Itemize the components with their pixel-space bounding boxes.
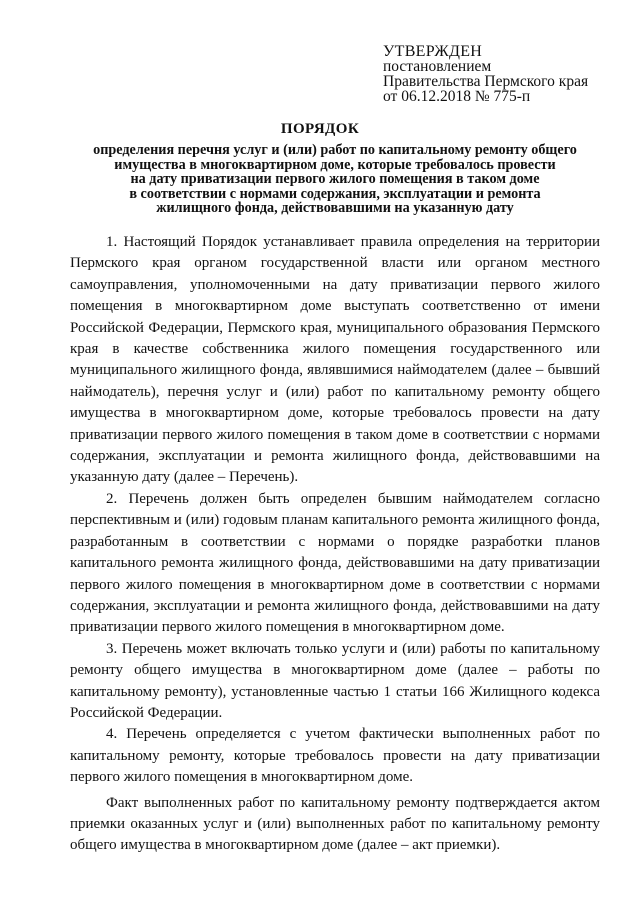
paragraph-5: Факт выполненных работ по капитальному ремонту подтверждается актом приемки оказанных услуг и (или) выполненных работ по капитальному ремонту общего имущества в многоквартирном доме (далее – акт приемки). — [70, 794, 600, 854]
approval-line-decree: постановлением — [383, 58, 492, 75]
subtitle-line: на дату приватизации первого жилого помещения в таком доме — [130, 171, 540, 187]
approval-title: УТВЕРЖДЕН — [383, 43, 483, 60]
document-subtitle — [70, 143, 600, 216]
subtitle-line: определения перечня услуг и (или) работ по капитальному ремонту общего — [93, 142, 577, 158]
paragraph-4: 4. Перечень определяется с учетом фактически выполненных работ по капитальному ремонту, которые требовалось провести на дату приватизации первого жилого помещения в многоквартирном доме. — [70, 726, 600, 786]
paragraph-3: 3. Перечень может включать только услуги и (или) работы по капитальному ремонту общего имущества в многоквартирном доме (далее – работы по капитальному ремонту), установленные частью 1 статьи 166 Жилищного кодекса Российской Федерации. — [70, 640, 600, 721]
subtitle-line: жилищного фонда, действовавшими на указанную дату — [156, 200, 514, 216]
document-body — [70, 232, 600, 857]
document-title: ПОРЯДОК — [280, 121, 360, 137]
subtitle-line: имущества в многоквартирном доме, которые требовалось провести — [114, 156, 556, 173]
approval-line-date-number: от 06.12.2018 № 775-п — [383, 88, 531, 105]
paragraph-1: 1. Настоящий Порядок устанавливает правила определения на территории Пермского края органом государственной власти или органом местного самоуправления, уполномоченными на дату приватизации первого жилого помещения в многоквартирном доме выступать соответственно от имени Российской Федерации, Пермского края, муниципального образования Пермского края в качестве собственника жилого помещения государственного или муниципального жилищного фонда, являвшимися наймодателем (далее – бывший наймодатель), перечня услуг и (или) работ по капитальному ремонту общего имущества в многоквартирном доме, которые требовалось провести на дату приватизации первого жилого помещения в таком доме в соответствии с нормами содержания, эксплуатации и ремонта жилищного фонда, действовавшими на указанную дату (далее – Перечень). — [70, 234, 600, 486]
approval-line-government: Правительства Пермского края — [383, 73, 589, 90]
paragraph-2: 2. Перечень должен быть определен бывшим наймодателем согласно перспективным и (или) годовым планам капитального ремонта жилищного фонда, разработанным в соответствии с нормами о порядке разработки планов капитального ремонта жилищного фонда, действовавшими на дату приватизации первого жилого помещения в многоквартирном доме в соответствии с нормами содержания, эксплуатации и ремонта жилищного фонда, действовавшими на дату приватизации первого жилого помещения в многоквартирном доме. — [70, 490, 600, 636]
subtitle-line: в соответствии с нормами содержания, эксплуатации и ремонта — [129, 185, 541, 202]
approval-stamp-block — [383, 44, 623, 104]
